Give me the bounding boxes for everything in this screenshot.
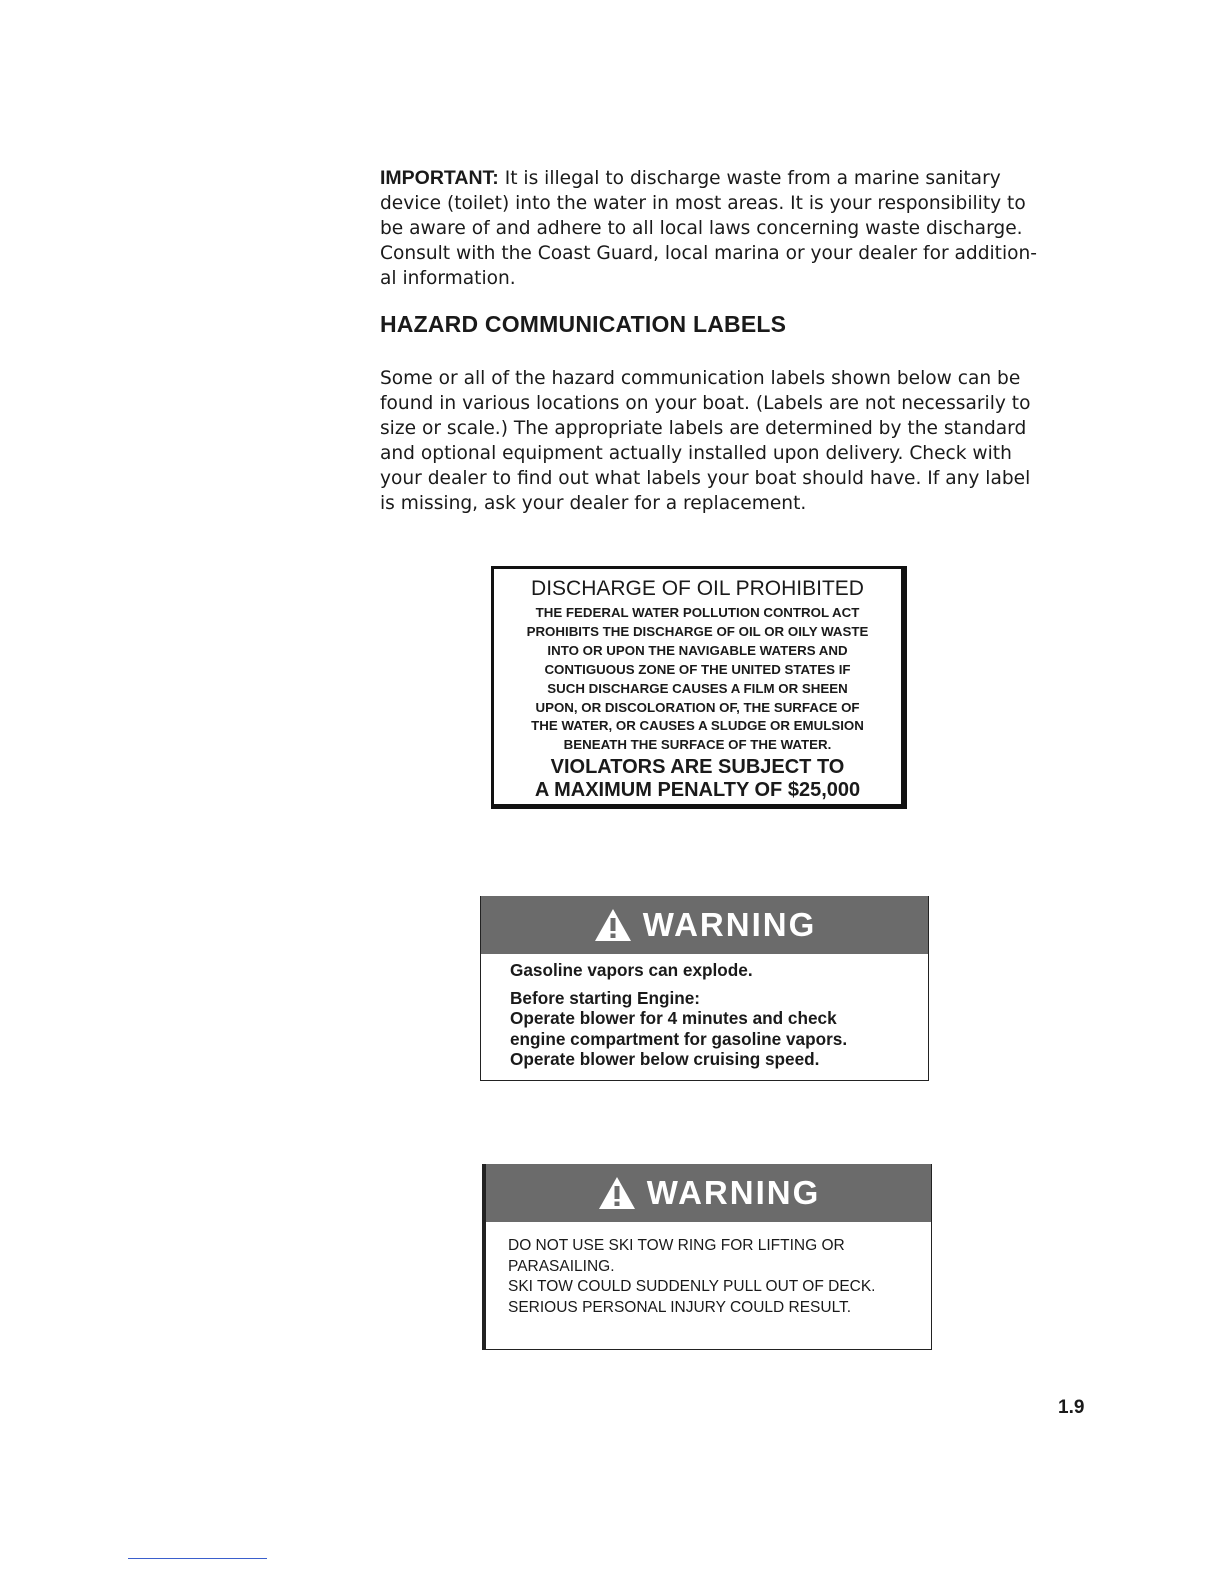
discharge-label-penalty <box>494 756 901 802</box>
intro-paragraph <box>380 366 1080 516</box>
warning-header <box>486 1164 931 1222</box>
warning-triangle-icon <box>593 907 633 943</box>
warning-title: WARNING <box>642 906 817 943</box>
discharge-body-line: BENEATH THE SURFACE OF THE WATER. <box>563 737 832 753</box>
discharge-body-line: UPON, OR DISCOLORATION OF, THE SURFACE OF <box>535 699 860 715</box>
important-paragraph <box>380 166 1080 291</box>
warning-line: Before starting Engine: <box>510 987 701 1008</box>
intro-line: is missing, ask your dealer for a replacement. <box>380 493 807 514</box>
discharge-body-line: THE FEDERAL WATER POLLUTION CONTROL ACT <box>535 605 860 620</box>
intro-line: Some or all of the hazard communication labels shown below can be <box>380 368 1021 389</box>
warning-title: WARNING <box>646 1174 821 1211</box>
intro-line: size or scale.) The appropriate labels are determined by the standard <box>380 418 1027 439</box>
penalty-line: VIOLATORS ARE SUBJECT TO <box>550 756 845 779</box>
discharge-body-line: THE WATER, OR CAUSES A SLUDGE OR EMULSION <box>531 718 864 734</box>
discharge-body-line: INTO OR UPON THE NAVIGABLE WATERS AND <box>547 642 848 658</box>
important-line: It is illegal to discharge waste from a marine sanitary <box>504 168 1001 189</box>
warning-line: PARASAILING. <box>508 1257 615 1275</box>
warning-line: Operate blower for 4 minutes and check <box>510 1008 837 1028</box>
discharge-label-title: DISCHARGE OF OIL PROHIBITED <box>531 577 864 600</box>
section-heading: HAZARD COMMUNICATION LABELS <box>380 311 787 337</box>
warning-body <box>481 960 928 1070</box>
footnote-divider <box>128 1558 267 1559</box>
important-line: device (toilet) into the water in most areas. It is your responsibility to <box>380 193 1026 214</box>
discharge-body-line: PROHIBITS THE DISCHARGE OF OIL OR OILY WASTE <box>526 623 869 639</box>
important-line: Consult with the Coast Guard, local marina or your dealer for addition- <box>380 243 1037 264</box>
important-line: be aware of and adhere to all local laws concerning waste discharge. <box>380 218 1023 239</box>
discharge-body-line: SUCH DISCHARGE CAUSES A FILM OR SHEEN <box>547 680 848 696</box>
warning-line: SERIOUS PERSONAL INJURY COULD RESULT. <box>508 1298 852 1316</box>
discharge-body-line: CONTIGUOUS ZONE OF THE UNITED STATES IF <box>544 661 851 677</box>
penalty-line: A MAXIMUM PENALTY OF $25,000 <box>534 779 861 802</box>
warning-header <box>481 896 928 954</box>
page-number: 1.9 <box>1058 1397 1085 1418</box>
warning-line: SKI TOW COULD SUDDENLY PULL OUT OF DECK. <box>508 1278 876 1296</box>
warning-triangle-icon <box>597 1175 637 1211</box>
warning-line: engine compartment for gasoline vapors. <box>510 1028 848 1049</box>
important-line: al information. <box>380 268 516 289</box>
warning-line: Operate blower below cruising speed. <box>510 1049 820 1069</box>
gasoline-warning-label <box>480 896 929 1081</box>
warning-line: DO NOT USE SKI TOW RING FOR LIFTING OR <box>508 1237 845 1254</box>
intro-line: found in various locations on your boat. (Labels are not necessarily to <box>380 393 1031 414</box>
intro-line: and optional equipment actually installed upon delivery. Check with <box>380 443 1012 464</box>
warning-body <box>486 1236 931 1318</box>
ski-tow-warning-label <box>482 1164 932 1350</box>
discharge-oil-label <box>491 566 907 809</box>
intro-line: your dealer to find out what labels your boat should have. If any label <box>380 468 1031 489</box>
important-lead: IMPORTANT: <box>380 167 499 189</box>
discharge-label-body <box>494 604 901 755</box>
warning-line: Gasoline vapors can explode. <box>510 960 753 980</box>
